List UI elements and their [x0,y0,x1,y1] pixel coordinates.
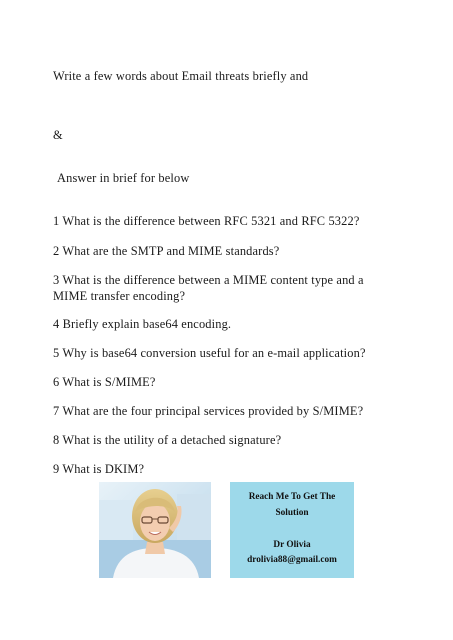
question-1: 1 What is the difference between RFC 5321 and RFC 5322? [53,214,360,228]
contact-banner [99,482,354,578]
contact-name: Dr Olivia [273,540,311,550]
woman-photo [99,482,211,578]
question-9: 9 What is DKIM? [53,462,145,476]
question-4: 4 Briefly explain base64 encoding. [53,317,232,331]
contact-email: drolivia88@gmail.com [247,555,337,565]
contact-card [230,482,354,578]
question-8: 8 What is the utility of a detached signature? [53,433,282,447]
contact-card-line1: Reach Me To Get The [248,492,336,502]
question-5: 5 Why is base64 conversion useful for an e-mail application? [53,346,366,360]
contact-card-line2: Solution [275,508,309,518]
answer-heading: Answer in brief for below [57,171,190,185]
question-3-continued: MIME transfer encoding? [53,289,186,303]
question-2: 2 What are the SMTP and MIME standards? [53,244,280,258]
question-3: 3 What is the difference between a MIME content type and a [53,273,364,287]
question-6: 6 What is S/MIME? [53,375,156,389]
intro-text: Write a few words about Email threats briefly and [53,69,309,83]
ampersand: & [53,128,63,142]
question-7: 7 What are the four principal services provided by S/MIME? [53,404,364,418]
